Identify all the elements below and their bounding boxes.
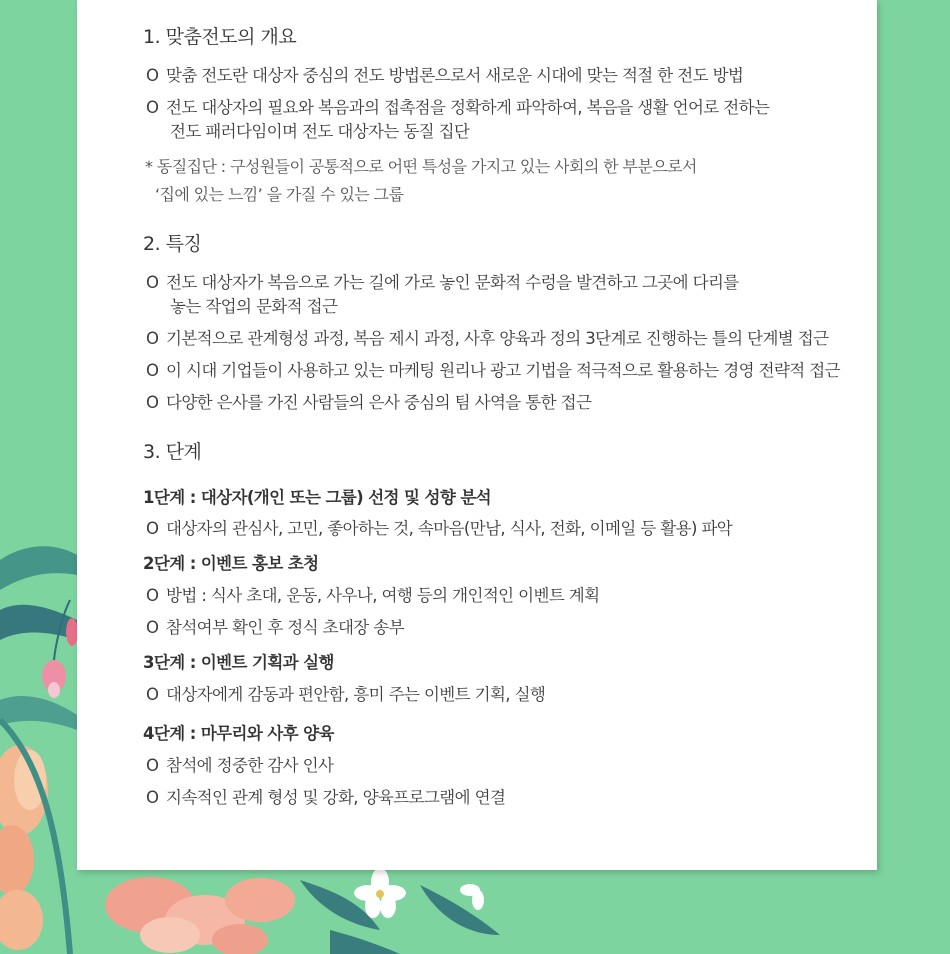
bullet-marker: O (146, 586, 159, 605)
bullet-marker: O (146, 273, 159, 292)
step-3-heading: 3단계 : 이벤트 기획과 실행 (143, 653, 334, 672)
definition-note-continuation: ‘집에 있는 느낌’ 을 가질 수 있는 그룹 (155, 185, 404, 204)
bullet-marker: O (146, 329, 159, 348)
document-paper (77, 0, 877, 870)
step-4-heading: 4단계 : 마무리와 사후 양육 (143, 724, 334, 743)
bullet-marker: O (146, 66, 159, 85)
bullet-marker: O (146, 393, 159, 412)
list-item-text: 기본적으로 관계형성 과정, 복음 제시 과정, 사후 양육과 정의 3단계로 진행하는 틀의 단계별 접근 (166, 329, 829, 348)
list-item-text: 다양한 은사를 가진 사람들의 은사 중심의 팀 사역을 통한 접근 (166, 393, 592, 412)
list-item-text: 대상자의 관심사, 고민, 좋아하는 것, 속마음(만남, 식사, 전화, 이메일 등 활용) 파악 (166, 519, 733, 538)
list-item-continuation: 전도 패러다임이며 전도 대상자는 동질 집단 (170, 122, 470, 141)
list-item-text: 맞춤 전도란 대상자 중심의 전도 방법론으로서 새로운 시대에 맞는 적절 한 전도 방법 (166, 66, 744, 85)
section-2-title: 2. 특징 (143, 233, 202, 255)
list-item (146, 391, 591, 415)
list-item (146, 271, 739, 295)
step-2-heading: 2단계 : 이벤트 홍보 초청 (143, 554, 319, 573)
list-item (146, 359, 840, 383)
bullet-marker: O (146, 685, 159, 704)
list-item (146, 327, 828, 351)
list-item (146, 616, 404, 640)
list-item-continuation: 놓는 작업의 문화적 접근 (170, 297, 338, 316)
list-item (146, 96, 769, 120)
list-item-text: 전도 대상자가 복음으로 가는 길에 가로 놓인 문화적 수렁을 발견하고 그곳에 다리를 (166, 273, 739, 292)
list-item-text: 방법 : 식사 초대, 운동, 사우나, 여행 등의 개인적인 이벤트 계획 (166, 586, 600, 605)
list-item (146, 683, 545, 707)
list-item (146, 754, 333, 778)
bullet-marker: O (146, 519, 159, 538)
list-item (146, 64, 743, 88)
list-item-text: 대상자에게 감동과 편안함, 흥미 주는 이벤트 기획, 실행 (166, 685, 546, 704)
section-3-title: 3. 단계 (143, 441, 202, 463)
step-1-heading: 1단계 : 대상자(개인 또는 그룹) 선정 및 성향 분석 (143, 488, 492, 507)
list-item (146, 584, 599, 608)
list-item-text: 이 시대 기업들이 사용하고 있는 마케팅 원리나 광고 기법을 적극적으로 활용하는 경영 전략적 접근 (166, 361, 840, 380)
list-item-text: 참석여부 확인 후 정식 초대장 송부 (166, 618, 404, 637)
list-item (146, 786, 505, 810)
list-item (146, 517, 732, 541)
section-1-title: 1. 맞춤전도의 개요 (143, 26, 297, 48)
definition-note: * 동질집단 : 구성원들이 공통적으로 어떤 특성을 가지고 있는 사회의 한 부분으로서 (145, 157, 697, 176)
bullet-marker: O (146, 98, 159, 117)
bullet-marker: O (146, 756, 159, 775)
list-item-text: 전도 대상자의 필요와 복음과의 접촉점을 정확하게 파악하여, 복음을 생활 언어로 전하는 (166, 98, 770, 117)
bullet-marker: O (146, 361, 159, 380)
list-item-text: 지속적인 관계 형성 및 강화, 양육프로그램에 연결 (166, 788, 506, 807)
bullet-marker: O (146, 788, 159, 807)
bullet-marker: O (146, 618, 159, 637)
list-item-text: 참석에 정중한 감사 인사 (166, 756, 334, 775)
